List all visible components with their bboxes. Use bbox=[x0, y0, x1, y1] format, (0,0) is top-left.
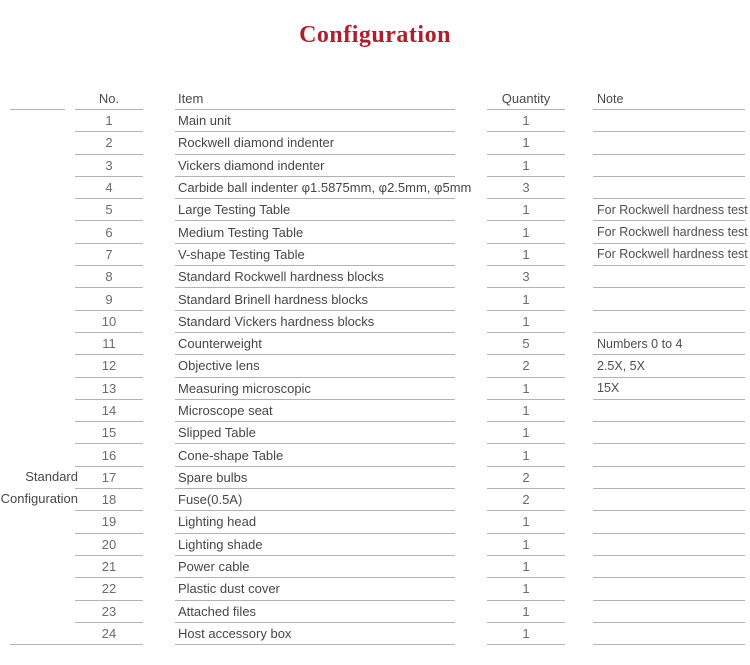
row-gap bbox=[565, 489, 593, 511]
row-gap bbox=[455, 221, 487, 243]
row-gap bbox=[65, 288, 75, 310]
table-row bbox=[0, 311, 750, 333]
row-note bbox=[593, 132, 745, 154]
row-gap bbox=[455, 534, 487, 556]
row-label-spacer bbox=[10, 266, 65, 288]
row-quantity: 1 bbox=[487, 601, 565, 623]
row-no: 10 bbox=[75, 311, 143, 333]
row-gap bbox=[455, 489, 487, 511]
row-no: 21 bbox=[75, 556, 143, 578]
page-title: Configuration bbox=[299, 22, 451, 48]
row-note: 15X bbox=[593, 378, 745, 400]
row-gap bbox=[565, 400, 593, 422]
row-no: 23 bbox=[75, 601, 143, 623]
table-row bbox=[0, 489, 750, 511]
row-note bbox=[593, 511, 745, 533]
row-note bbox=[593, 489, 745, 511]
row-quantity: 1 bbox=[487, 623, 565, 645]
row-gap bbox=[565, 534, 593, 556]
row-gap bbox=[65, 378, 75, 400]
row-note bbox=[593, 288, 745, 310]
row-gap bbox=[143, 110, 175, 132]
row-gap bbox=[143, 623, 175, 645]
row-gap bbox=[565, 177, 593, 199]
row-item: Microscope seat bbox=[175, 400, 455, 422]
row-gap bbox=[143, 511, 175, 533]
row-quantity: 1 bbox=[487, 534, 565, 556]
row-gap bbox=[455, 288, 487, 310]
row-gap bbox=[65, 177, 75, 199]
row-gap bbox=[565, 556, 593, 578]
row-note bbox=[593, 444, 745, 466]
row-gap bbox=[455, 333, 487, 355]
table-row bbox=[0, 378, 750, 400]
row-gap bbox=[143, 378, 175, 400]
row-label-spacer bbox=[10, 199, 65, 221]
row-label-spacer bbox=[10, 333, 65, 355]
row-gap bbox=[65, 311, 75, 333]
row-no: 15 bbox=[75, 422, 143, 444]
table-row bbox=[0, 288, 750, 310]
row-no: 19 bbox=[75, 511, 143, 533]
table-row bbox=[0, 534, 750, 556]
row-gap bbox=[455, 266, 487, 288]
row-no: 14 bbox=[75, 400, 143, 422]
row-no: 7 bbox=[75, 244, 143, 266]
row-item: Slipped Table bbox=[175, 422, 455, 444]
row-gap bbox=[565, 288, 593, 310]
row-gap bbox=[65, 132, 75, 154]
row-gap bbox=[65, 556, 75, 578]
row-note bbox=[593, 534, 745, 556]
row-note bbox=[593, 623, 745, 645]
table-row bbox=[0, 400, 750, 422]
row-item: Standard Brinell hardness blocks bbox=[175, 288, 455, 310]
row-gap bbox=[455, 177, 487, 199]
row-quantity: 1 bbox=[487, 199, 565, 221]
row-label-spacer bbox=[10, 400, 65, 422]
row-gap bbox=[455, 601, 487, 623]
row-item: Objective lens bbox=[175, 355, 455, 377]
side-label-line1: Standard bbox=[25, 468, 78, 484]
header-gap bbox=[143, 88, 175, 110]
row-gap bbox=[143, 400, 175, 422]
row-item: V-shape Testing Table bbox=[175, 244, 455, 266]
row-label-spacer bbox=[10, 378, 65, 400]
row-gap bbox=[455, 311, 487, 333]
row-note bbox=[593, 400, 745, 422]
row-quantity: 1 bbox=[487, 444, 565, 466]
row-gap bbox=[143, 556, 175, 578]
row-gap bbox=[143, 132, 175, 154]
row-item: Attached files bbox=[175, 601, 455, 623]
row-label-spacer bbox=[10, 110, 65, 132]
row-no: 9 bbox=[75, 288, 143, 310]
row-gap bbox=[143, 444, 175, 466]
table-row bbox=[0, 266, 750, 288]
row-quantity: 2 bbox=[487, 355, 565, 377]
header-gap bbox=[455, 88, 487, 110]
header-note: Note bbox=[593, 88, 745, 110]
row-gap bbox=[565, 266, 593, 288]
row-label-spacer bbox=[10, 288, 65, 310]
row-item: Medium Testing Table bbox=[175, 221, 455, 243]
row-quantity: 1 bbox=[487, 221, 565, 243]
table-row bbox=[0, 110, 750, 132]
row-note bbox=[593, 266, 745, 288]
row-gap bbox=[143, 467, 175, 489]
row-label-spacer bbox=[10, 422, 65, 444]
row-item: Measuring microscopic bbox=[175, 378, 455, 400]
row-gap bbox=[143, 199, 175, 221]
row-label-spacer bbox=[10, 601, 65, 623]
row-gap bbox=[455, 244, 487, 266]
row-gap bbox=[65, 534, 75, 556]
configuration-table bbox=[0, 88, 750, 645]
row-item: Spare bulbs bbox=[175, 467, 455, 489]
row-label-spacer bbox=[10, 132, 65, 154]
row-gap bbox=[565, 422, 593, 444]
row-item: Vickers diamond indenter bbox=[175, 155, 455, 177]
row-gap bbox=[565, 601, 593, 623]
row-gap bbox=[65, 333, 75, 355]
row-quantity: 3 bbox=[487, 177, 565, 199]
table-header-row bbox=[0, 88, 750, 110]
row-gap bbox=[143, 333, 175, 355]
row-item: Rockwell diamond indenter bbox=[175, 132, 455, 154]
row-gap bbox=[565, 444, 593, 466]
row-label-spacer bbox=[10, 244, 65, 266]
row-gap bbox=[65, 444, 75, 466]
row-no: 18 bbox=[75, 489, 143, 511]
row-label-spacer bbox=[10, 623, 65, 645]
row-gap bbox=[455, 400, 487, 422]
row-no: 24 bbox=[75, 623, 143, 645]
row-no: 1 bbox=[75, 110, 143, 132]
row-quantity: 1 bbox=[487, 132, 565, 154]
row-gap bbox=[455, 155, 487, 177]
row-gap bbox=[143, 601, 175, 623]
row-gap bbox=[455, 511, 487, 533]
row-no: 13 bbox=[75, 378, 143, 400]
row-quantity: 1 bbox=[487, 556, 565, 578]
row-note bbox=[593, 422, 745, 444]
row-gap bbox=[65, 601, 75, 623]
row-gap bbox=[65, 422, 75, 444]
row-no: 5 bbox=[75, 199, 143, 221]
row-quantity: 1 bbox=[487, 422, 565, 444]
row-label-spacer bbox=[10, 534, 65, 556]
table-row bbox=[0, 511, 750, 533]
row-no: 3 bbox=[75, 155, 143, 177]
row-item: Fuse(0.5A) bbox=[175, 489, 455, 511]
row-no: 11 bbox=[75, 333, 143, 355]
table-row bbox=[0, 132, 750, 154]
row-gap bbox=[455, 422, 487, 444]
row-gap bbox=[565, 155, 593, 177]
row-gap bbox=[565, 132, 593, 154]
row-gap bbox=[65, 511, 75, 533]
row-gap bbox=[143, 578, 175, 600]
table-row bbox=[0, 199, 750, 221]
table-row bbox=[0, 444, 750, 466]
row-item: Carbide ball indenter φ1.5875mm, φ2.5mm, φ5mm bbox=[175, 177, 455, 199]
row-item: Host accessory box bbox=[175, 623, 455, 645]
row-gap bbox=[565, 199, 593, 221]
row-item: Standard Vickers hardness blocks bbox=[175, 311, 455, 333]
table-row bbox=[0, 578, 750, 600]
row-quantity: 2 bbox=[487, 467, 565, 489]
row-no: 20 bbox=[75, 534, 143, 556]
row-gap bbox=[143, 244, 175, 266]
row-note bbox=[593, 601, 745, 623]
row-no: 22 bbox=[75, 578, 143, 600]
row-no: 8 bbox=[75, 266, 143, 288]
row-gap bbox=[565, 511, 593, 533]
row-note bbox=[593, 556, 745, 578]
row-gap bbox=[65, 400, 75, 422]
row-gap bbox=[143, 534, 175, 556]
row-quantity: 1 bbox=[487, 311, 565, 333]
row-no: 4 bbox=[75, 177, 143, 199]
row-gap bbox=[143, 422, 175, 444]
row-quantity: 2 bbox=[487, 489, 565, 511]
row-no: 16 bbox=[75, 444, 143, 466]
table-row bbox=[0, 422, 750, 444]
header-gap bbox=[65, 88, 75, 110]
row-note: For Rockwell hardness test bbox=[593, 199, 745, 221]
table-body bbox=[0, 110, 750, 645]
row-label-spacer bbox=[10, 155, 65, 177]
row-note bbox=[593, 578, 745, 600]
row-note: Numbers 0 to 4 bbox=[593, 333, 745, 355]
row-item: Main unit bbox=[175, 110, 455, 132]
row-no: 17 bbox=[75, 467, 143, 489]
row-gap bbox=[455, 199, 487, 221]
row-gap bbox=[65, 199, 75, 221]
row-gap bbox=[565, 110, 593, 132]
row-note bbox=[593, 177, 745, 199]
row-gap bbox=[455, 444, 487, 466]
row-gap bbox=[455, 132, 487, 154]
table-row bbox=[0, 221, 750, 243]
row-gap bbox=[65, 110, 75, 132]
side-label-line2: Configuration bbox=[0, 490, 78, 506]
table-row bbox=[0, 155, 750, 177]
row-gap bbox=[455, 623, 487, 645]
row-quantity: 1 bbox=[487, 110, 565, 132]
row-gap bbox=[65, 244, 75, 266]
row-quantity: 1 bbox=[487, 244, 565, 266]
table-row bbox=[0, 601, 750, 623]
row-gap bbox=[455, 355, 487, 377]
row-item: Counterweight bbox=[175, 333, 455, 355]
row-gap bbox=[565, 244, 593, 266]
row-no: 12 bbox=[75, 355, 143, 377]
row-label-spacer bbox=[10, 177, 65, 199]
row-note bbox=[593, 155, 745, 177]
row-gap bbox=[565, 578, 593, 600]
row-gap bbox=[143, 355, 175, 377]
row-gap bbox=[565, 333, 593, 355]
row-note: For Rockwell hardness test bbox=[593, 244, 745, 266]
row-gap bbox=[565, 378, 593, 400]
row-gap bbox=[143, 288, 175, 310]
row-gap bbox=[455, 578, 487, 600]
row-no: 2 bbox=[75, 132, 143, 154]
row-quantity: 1 bbox=[487, 578, 565, 600]
table-row bbox=[0, 355, 750, 377]
row-gap bbox=[565, 623, 593, 645]
row-gap bbox=[455, 467, 487, 489]
row-quantity: 1 bbox=[487, 288, 565, 310]
row-item: Lighting shade bbox=[175, 534, 455, 556]
row-note: For Rockwell hardness test bbox=[593, 221, 745, 243]
row-no: 6 bbox=[75, 221, 143, 243]
header-label-spacer bbox=[10, 88, 65, 110]
row-note: 2.5X, 5X bbox=[593, 355, 745, 377]
table-row bbox=[0, 244, 750, 266]
row-gap bbox=[65, 623, 75, 645]
header-item: Item bbox=[175, 88, 455, 110]
row-item: Standard Rockwell hardness blocks bbox=[175, 266, 455, 288]
table-row bbox=[0, 556, 750, 578]
header-no: No. bbox=[75, 88, 143, 110]
row-label-spacer bbox=[10, 511, 65, 533]
row-label-spacer bbox=[10, 556, 65, 578]
row-quantity: 1 bbox=[487, 400, 565, 422]
row-note bbox=[593, 311, 745, 333]
row-gap bbox=[143, 155, 175, 177]
row-gap bbox=[455, 378, 487, 400]
row-item: Lighting head bbox=[175, 511, 455, 533]
row-gap bbox=[455, 556, 487, 578]
row-gap bbox=[143, 489, 175, 511]
row-note bbox=[593, 110, 745, 132]
row-quantity: 1 bbox=[487, 378, 565, 400]
row-gap bbox=[565, 467, 593, 489]
row-gap bbox=[143, 311, 175, 333]
row-label-spacer bbox=[10, 221, 65, 243]
row-label-spacer bbox=[10, 355, 65, 377]
row-gap bbox=[65, 355, 75, 377]
row-label-spacer bbox=[10, 444, 65, 466]
row-item: Large Testing Table bbox=[175, 199, 455, 221]
row-gap bbox=[65, 266, 75, 288]
row-label-spacer bbox=[10, 311, 65, 333]
table-row bbox=[0, 467, 750, 489]
row-label-spacer bbox=[10, 578, 65, 600]
row-item: Plastic dust cover bbox=[175, 578, 455, 600]
row-gap bbox=[455, 110, 487, 132]
row-gap bbox=[565, 355, 593, 377]
row-item: Cone-shape Table bbox=[175, 444, 455, 466]
row-quantity: 1 bbox=[487, 511, 565, 533]
row-gap bbox=[65, 155, 75, 177]
table-row bbox=[0, 623, 750, 645]
table-row bbox=[0, 177, 750, 199]
row-gap bbox=[65, 578, 75, 600]
header-quantity: Quantity bbox=[487, 88, 565, 110]
row-quantity: 5 bbox=[487, 333, 565, 355]
row-gap bbox=[65, 221, 75, 243]
side-label bbox=[0, 466, 78, 511]
row-quantity: 1 bbox=[487, 155, 565, 177]
table-row bbox=[0, 333, 750, 355]
row-gap bbox=[565, 311, 593, 333]
row-gap bbox=[143, 221, 175, 243]
row-quantity: 3 bbox=[487, 266, 565, 288]
row-gap bbox=[143, 177, 175, 199]
row-note bbox=[593, 467, 745, 489]
header-gap bbox=[565, 88, 593, 110]
row-gap bbox=[143, 266, 175, 288]
row-gap bbox=[565, 221, 593, 243]
row-item: Power cable bbox=[175, 556, 455, 578]
